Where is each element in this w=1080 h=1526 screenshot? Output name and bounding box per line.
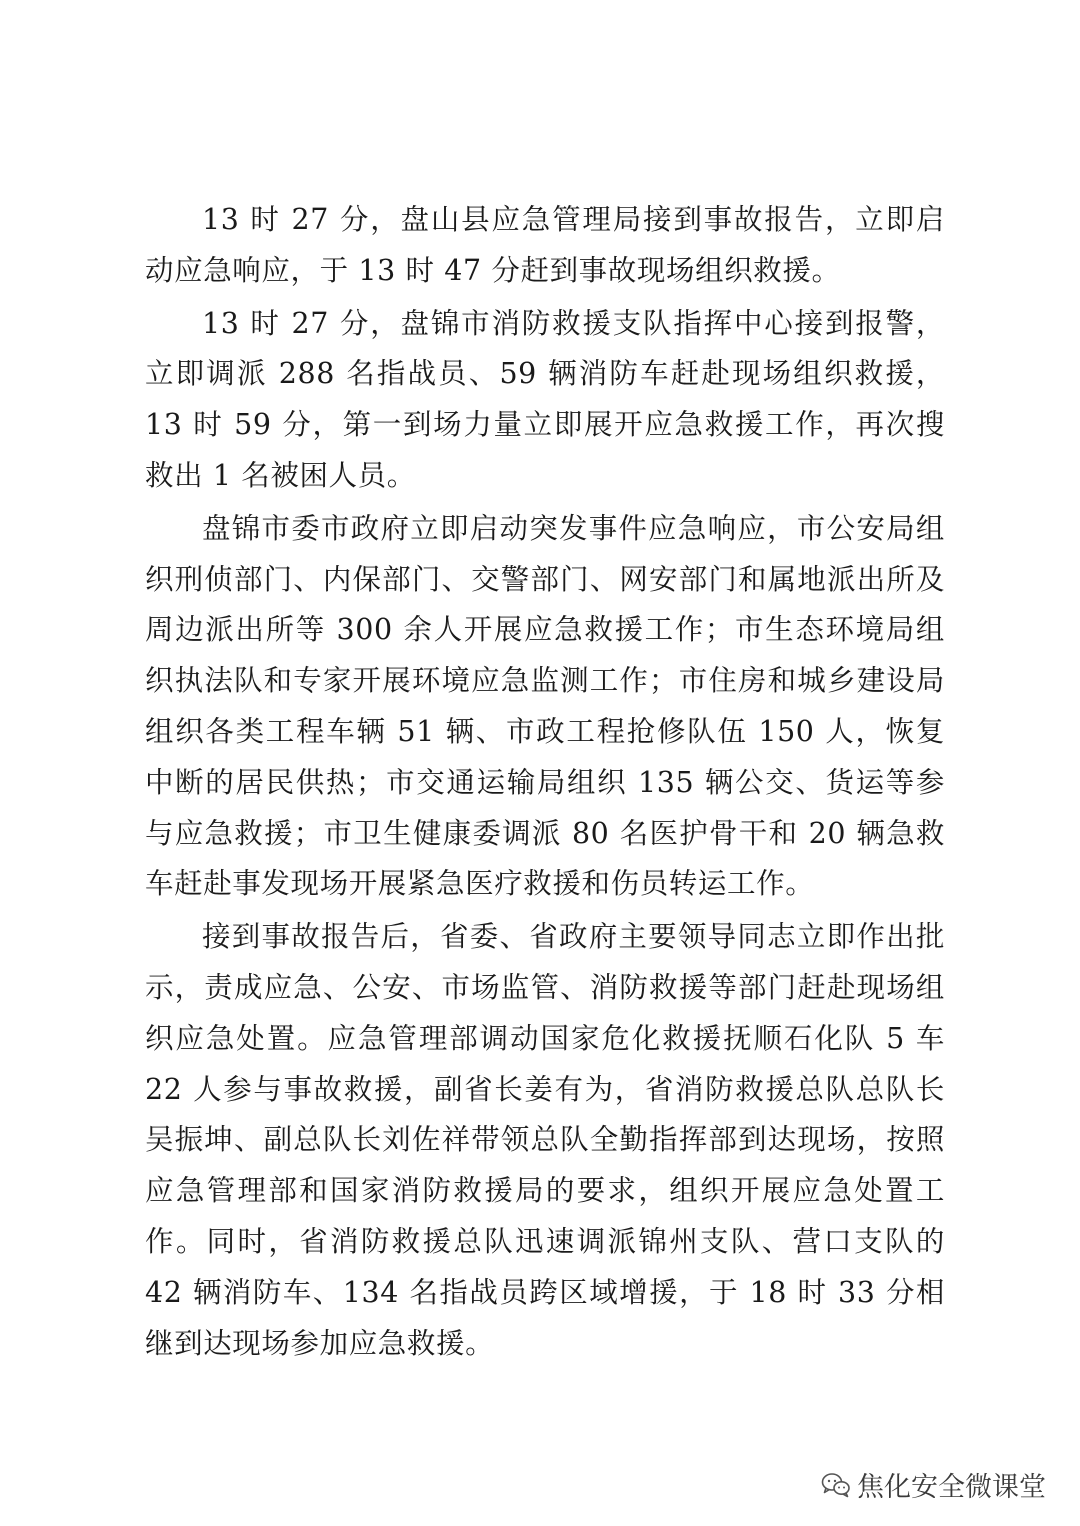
- paragraph-fire-rescue: 13 时 27 分，盘锦市消防救援支队指挥中心接到报警，立即调派 288 名指战员、59 辆消防车赶赴现场组织救援，13 时 59 分，第一到场力量立即展开应急救援工作，再次搜救出 1 名被困人员。: [145, 306, 945, 492]
- source-watermark: [821, 1465, 1046, 1504]
- paragraph-township-response: 13 时 27 分，盘山县应急管理局接到事故报告，立即启动应急响应，于 13 时 47 分赶到事故现场组织救援。: [145, 203, 945, 287]
- document-body: [145, 195, 945, 1371]
- paragraph-city-response: 盘锦市委市政府立即启动突发事件应急响应，市公安局组织刑侦部门、内保部门、交警部门、网安部门和属地派出所及周边派出所等 300 余人开展应急救援工作；市生态环境局组织执法队和专家开展环境应急监测工作；市住房和城乡建设局组织各类工程车辆 51 辆、市政工程抢修队伍 150 人，恢复中断的居民供热；市交通运输局组织 135 辆公交、货运等参与应急救援；市卫生健康委调派 80 名医护骨干和 20 辆急救车赶赴事发现场开展紧急医疗救援和伤员转运工作。: [145, 511, 945, 901]
- wechat-icon: [821, 1472, 851, 1498]
- watermark-text: 焦化安全微课堂: [857, 1472, 1046, 1503]
- paragraph-province-response: 接到事故报告后，省委、省政府主要领导同志立即作出批示，责成应急、公安、市场监管、消防救援等部门赶赴现场组织应急处置。应急管理部调动国家危化救援抚顺石化队 5 车 22 人参与事故救援，副省长姜有为，省消防救援总队总队长吴振坤、副总队长刘佐祥带领总队全勤指挥部到达现场，按照应急管理部和国家消防救援局的要求，组织开展应急处置工作。同时，省消防救援总队迅速调派锦州支队、营口支队的 42 辆消防车、134 名指战员跨区域增援，于 18 时 33 分相继到达现场参加应急救援。: [145, 920, 945, 1360]
